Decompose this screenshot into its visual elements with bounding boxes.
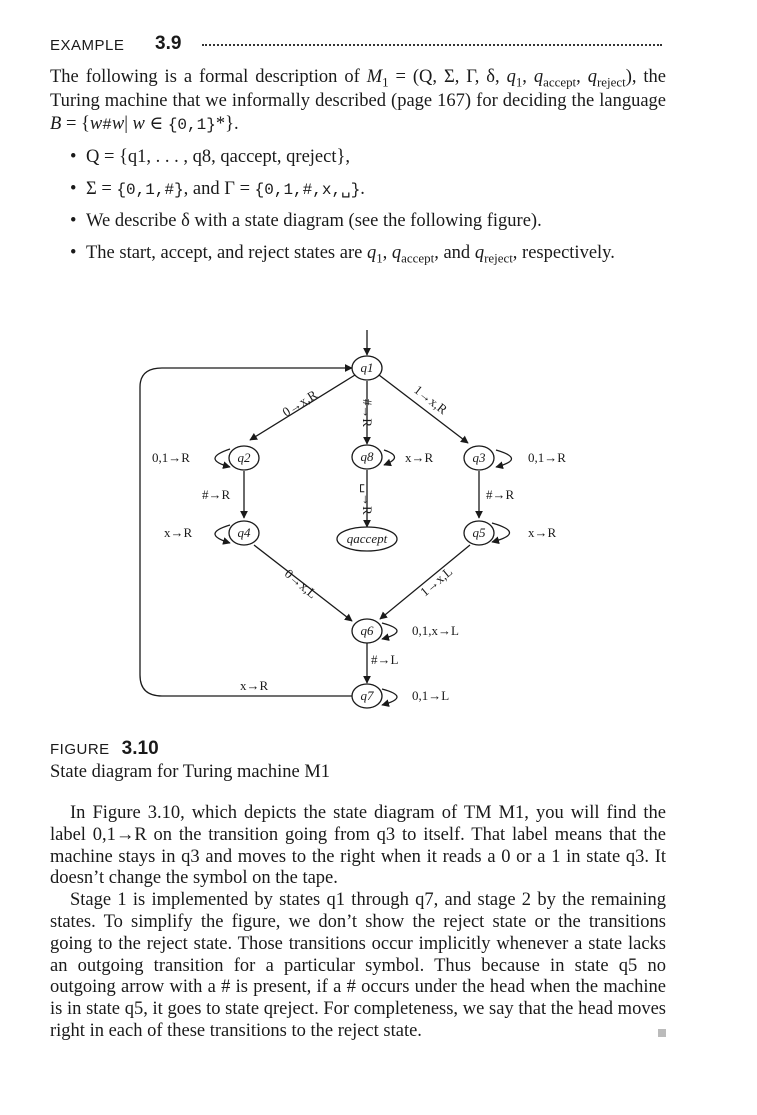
state-label-q8: q8 [360, 449, 374, 464]
start-text-2: , and [434, 242, 475, 263]
w-symbol-2: w [111, 114, 125, 134]
intro-text-5: | [124, 114, 133, 134]
intro-text-4: = { [61, 114, 90, 134]
state-label-q1: q1 [360, 360, 374, 375]
bullet-delta [70, 210, 670, 234]
start-qreject: q [474, 242, 485, 263]
figure-header [50, 738, 159, 760]
end-of-proof-mark [658, 1029, 666, 1037]
binary-set: {0,1} [167, 116, 216, 134]
qreject-symbol: q [587, 67, 597, 87]
example-label: EXAMPLE [50, 37, 125, 54]
label-q6-self: 0,1,x→L [412, 623, 459, 638]
label-q2-q4: #→R [202, 487, 231, 502]
loop-q7 [382, 689, 397, 705]
bullet-alphabets [70, 178, 670, 203]
bullet-start-states [70, 242, 670, 266]
example-rule [202, 44, 662, 46]
bullet-states [70, 146, 670, 170]
label-q8-qaccept: ␣→R [360, 483, 375, 515]
start-q1: q [366, 242, 377, 263]
start-text-1: The start, accept, and reject states are [86, 242, 367, 263]
label-q4-self: x→R [164, 525, 193, 540]
state-label-q2: q2 [237, 450, 251, 465]
state-label-q4: q4 [237, 525, 251, 540]
state-diagram [130, 325, 610, 710]
definition-list [70, 146, 670, 273]
label-q7-self: 0,1→L [412, 688, 450, 703]
label-q1-q2: 0→x,R [279, 386, 320, 420]
figure-caption: State diagram for Turing machine M1 [50, 762, 331, 782]
qaccept-sub: accept [543, 74, 577, 90]
label-q4-q6: 0→x,L [281, 565, 320, 602]
intro-comma-2: , [576, 67, 588, 87]
q1-sub: 1 [515, 74, 523, 90]
hash-symbol: # [102, 116, 112, 134]
intro-text-3: ), the Turing machine that we informally described (page 167) for deciding the language [50, 67, 667, 111]
label-q7-q1: x→R [240, 678, 269, 693]
machine-sub: 1 [382, 74, 389, 90]
body-paragraph-2-text: Stage 1 is implemented by states q1 through q7, and stage 2 by the remaining states. To simplify the figure, we don’t show the reject state or the transitions going to the reject state. Those transitions occur implicitly whenever a state lacks an outgoing transition for a particular symbol. Thus because in state q5 no outgoing arrow with a # is present, if a # occurs under the head when the machine is in state q5, it goes to state qreject. For completeness, we say that the head moves right in each of these transitions to the reject state. [50, 890, 666, 1041]
body-paragraph-1: In Figure 3.10, which depicts the state diagram of TM M1, you will find the label 0,1→R on the transition going from q3 to itself. That label means that the machine stays in q3 and moves to the right when it reads a 0 or a 1 in state q3. It doesn’t change the symbol on the tape. [50, 803, 666, 889]
label-q3-q5: #→R [486, 487, 515, 502]
qaccept-symbol: q [533, 67, 544, 87]
gamma-set: {0,1,#,x,␣} [254, 180, 361, 199]
start-qaccept-sub: accept [401, 250, 435, 266]
start-comma: , [382, 242, 392, 263]
qreject-sub: reject [596, 74, 626, 90]
state-label-q6: q6 [360, 623, 374, 638]
state-label-qaccept: qaccept [346, 531, 388, 546]
w-symbol-1: w [89, 114, 103, 134]
intro-text-1: The following is a formal description of [50, 67, 367, 87]
intro-comma-1: , [522, 67, 534, 87]
bullet-delta-text: We describe δ with a state diagram (see the following figure). [86, 211, 542, 231]
start-qreject-sub: reject [484, 250, 513, 266]
state-label-q3: q3 [472, 450, 486, 465]
label-q5-q6: 1→x,L [417, 563, 456, 600]
language-symbol: B [50, 114, 62, 134]
example-header [50, 34, 662, 58]
loop-q3 [496, 450, 512, 467]
sigma-set: {0,1,#} [116, 180, 184, 199]
state-label-q5: q5 [472, 525, 486, 540]
body-text [50, 803, 666, 1043]
q1-symbol: q [506, 67, 516, 87]
intro-text-6: ∈ [144, 114, 168, 134]
start-q1-sub: 1 [376, 250, 383, 266]
label-q3-self: 0,1→R [528, 450, 566, 465]
sigma-prefix: Σ = [86, 178, 117, 199]
intro-text-7: *}. [215, 114, 239, 134]
label-q6-q7: #→L [371, 652, 399, 667]
w-symbol-3: w [132, 114, 145, 134]
state-label-q7: q7 [360, 688, 374, 703]
label-q1-q3: 1→x,R [411, 381, 451, 418]
bullet-states-text: Q = {q1, . . . , q8, qaccept, qreject}, [86, 147, 350, 167]
gamma-prefix: , and Γ = [183, 178, 255, 199]
example-number: 3.9 [155, 33, 182, 54]
figure-label: FIGURE [50, 741, 110, 758]
label-q8-self: x→R [405, 450, 434, 465]
start-text-3: , respectively. [512, 242, 615, 263]
loop-q2 [215, 449, 230, 467]
intro-text-2: = (Q, Σ, Γ, δ, [388, 67, 507, 87]
machine-symbol: M [366, 67, 383, 87]
intro-paragraph [50, 66, 666, 138]
loop-q6 [382, 623, 397, 639]
loop-q8 [384, 450, 395, 465]
loop-q4 [215, 525, 230, 543]
start-qaccept: q [391, 242, 402, 263]
body-paragraph-2 [50, 890, 666, 1043]
label-q1-q8: #→R [360, 398, 375, 428]
label-q5-self: x→R [528, 525, 557, 540]
figure-number: 3.10 [121, 738, 159, 759]
bullet-period: . [360, 178, 365, 199]
label-q2-self: 0,1→R [152, 450, 190, 465]
